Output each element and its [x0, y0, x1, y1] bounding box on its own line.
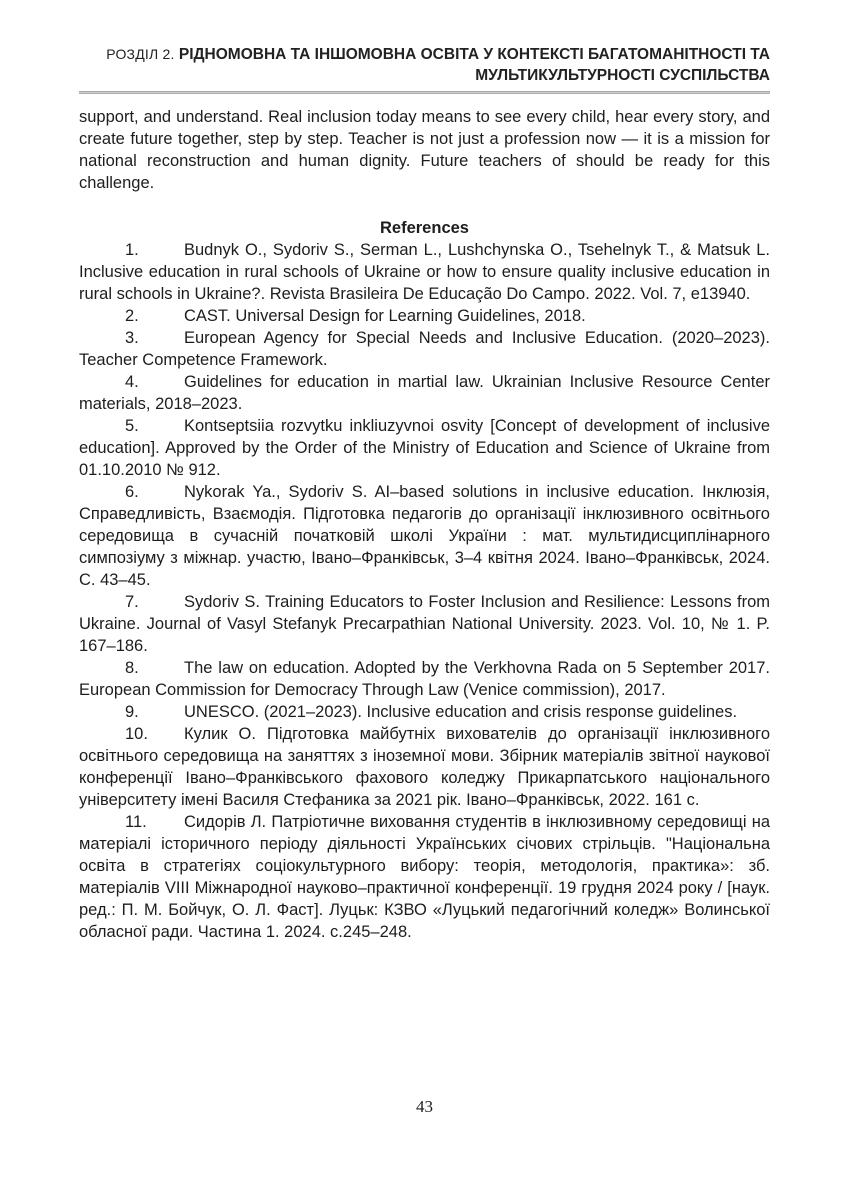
reference-number: 7. [125, 593, 139, 611]
references-list [79, 239, 770, 943]
page-number: 43 [416, 1097, 433, 1116]
reference-number: 11. [125, 813, 147, 831]
reference-number: 4. [125, 373, 139, 391]
reference-number: 10. [125, 725, 148, 743]
header-divider [79, 91, 770, 94]
reference-item [79, 591, 770, 657]
chapter-title: РІДНОМОВНА ТА ІНШОМОВНА ОСВІТА У КОНТЕКСТІ БАГАТОМАНІТНОСТІ ТА МУЛЬТИКУЛЬТУРНОСТІ СУСПІЛЬСТВА [178, 46, 770, 84]
reference-number: 6. [125, 483, 139, 501]
reference-number: 8. [125, 659, 139, 677]
reference-item [79, 239, 770, 305]
reference-item [79, 481, 770, 591]
reference-number: 5. [125, 417, 139, 435]
body-paragraph: support, and understand. Real inclusion today means to see every child, hear every story, and create future together, step by step. Teacher is not just a profession now — it is a mission for national reconstruction and human dignity. Future teachers of should be ready for this challenge. [79, 108, 770, 192]
reference-item [79, 327, 770, 371]
reference-text: CAST. Universal Design for Learning Guidelines, 2018. [184, 307, 586, 325]
reference-text: The law on education. Adopted by the Verkhovna Rada on 5 September 2017. European Commission for Democracy Through Law (Venice commission), 2017. [79, 659, 770, 699]
reference-item [79, 701, 770, 723]
reference-item [79, 305, 770, 327]
reference-text: Budnyk O., Sydoriv S., Serman L., Lushchynska O., Tsehelnyk T., & Matsuk L. Inclusive education in rural schools of Ukraine or how to ensure quality inclusive education in rural schools in Ukraine?. Revista Brasileira De Educação Do Campo. 2022. Vol. 7, e13940. [79, 241, 770, 303]
reference-item [79, 811, 770, 943]
reference-text: Sydoriv S. Training Educators to Foster Inclusion and Resilience: Lessons from Ukraine. Journal of Vasyl Stefanyk Precarpathian National University. 2023. Vol. 10, № 1. P. 167–186. [79, 593, 770, 655]
reference-text: UNESCO. (2021–2023). Inclusive education and crisis response guidelines. [184, 703, 738, 721]
reference-text: Kontseptsiia rozvytku inkliuzyvnoi osvity [Concept of development of inclusive education]. Approved by the Order of the Ministry of Education and Science of Ukraine from 01.10.2010 № 912. [79, 417, 770, 479]
running-header [79, 44, 770, 86]
reference-text: Кулик О. Підготовка майбутніх вихователів до організації інклюзивного освітнього середовища на заняттях з іноземної мови. Збірник матеріалів звітної наукової конференції Івано–Франківського фахового коледжу Прикарпатського національного університету імені Василя Стефаника за 2021 рік. Івано–Франківськ, 2022. 161 с. [79, 725, 770, 809]
reference-item [79, 415, 770, 481]
reference-text: Сидорів Л. Патріотичне виховання студентів в інклюзивному середовищі на матеріалі історичного періоду діяльності Українських січових стрільців. "Національна освіта в стратегіях соціокультурного вибору: теорія, методологія, практика»: зб. матеріалів VIII Міжнародної науково–практичної конференції. 19 грудня 2024 року / [наук. ред.: П. М. Бойчук, О. Л. Фаст]. Луцьк: КЗВО «Луцький педагогічний коледж» Волинської обласної ради. Частина 1. 2024. с.245–248. [79, 813, 770, 941]
reference-item [79, 371, 770, 415]
reference-text: Guidelines for education in martial law. Ukrainian Inclusive Resource Center materials, 2018–2023. [79, 373, 770, 413]
reference-text: European Agency for Special Needs and Inclusive Education. (2020–2023). Teacher Competence Framework. [79, 329, 770, 369]
reference-number: 1. [125, 241, 139, 259]
references-heading: References [380, 219, 469, 237]
reference-number: 9. [125, 703, 139, 721]
chapter-label: РОЗДІЛ 2. [106, 46, 175, 62]
reference-number: 3. [125, 329, 139, 347]
reference-item [79, 657, 770, 701]
reference-number: 2. [125, 307, 139, 325]
reference-item [79, 723, 770, 811]
reference-text: Nykorak Ya., Sydoriv S. AI–based solutions in inclusive education. Інклюзія, Справедливість, Взаємодія. Підготовка педагогів до організації інклюзивного освітнього середовища в сучасній початковій школі України : мат. мультидисциплінарного симпозіуму з міжнар. участю, Івано–Франківськ, 3–4 квітня 2024. Івано–Франківськ, 2024. С. 43–45. [79, 483, 770, 589]
